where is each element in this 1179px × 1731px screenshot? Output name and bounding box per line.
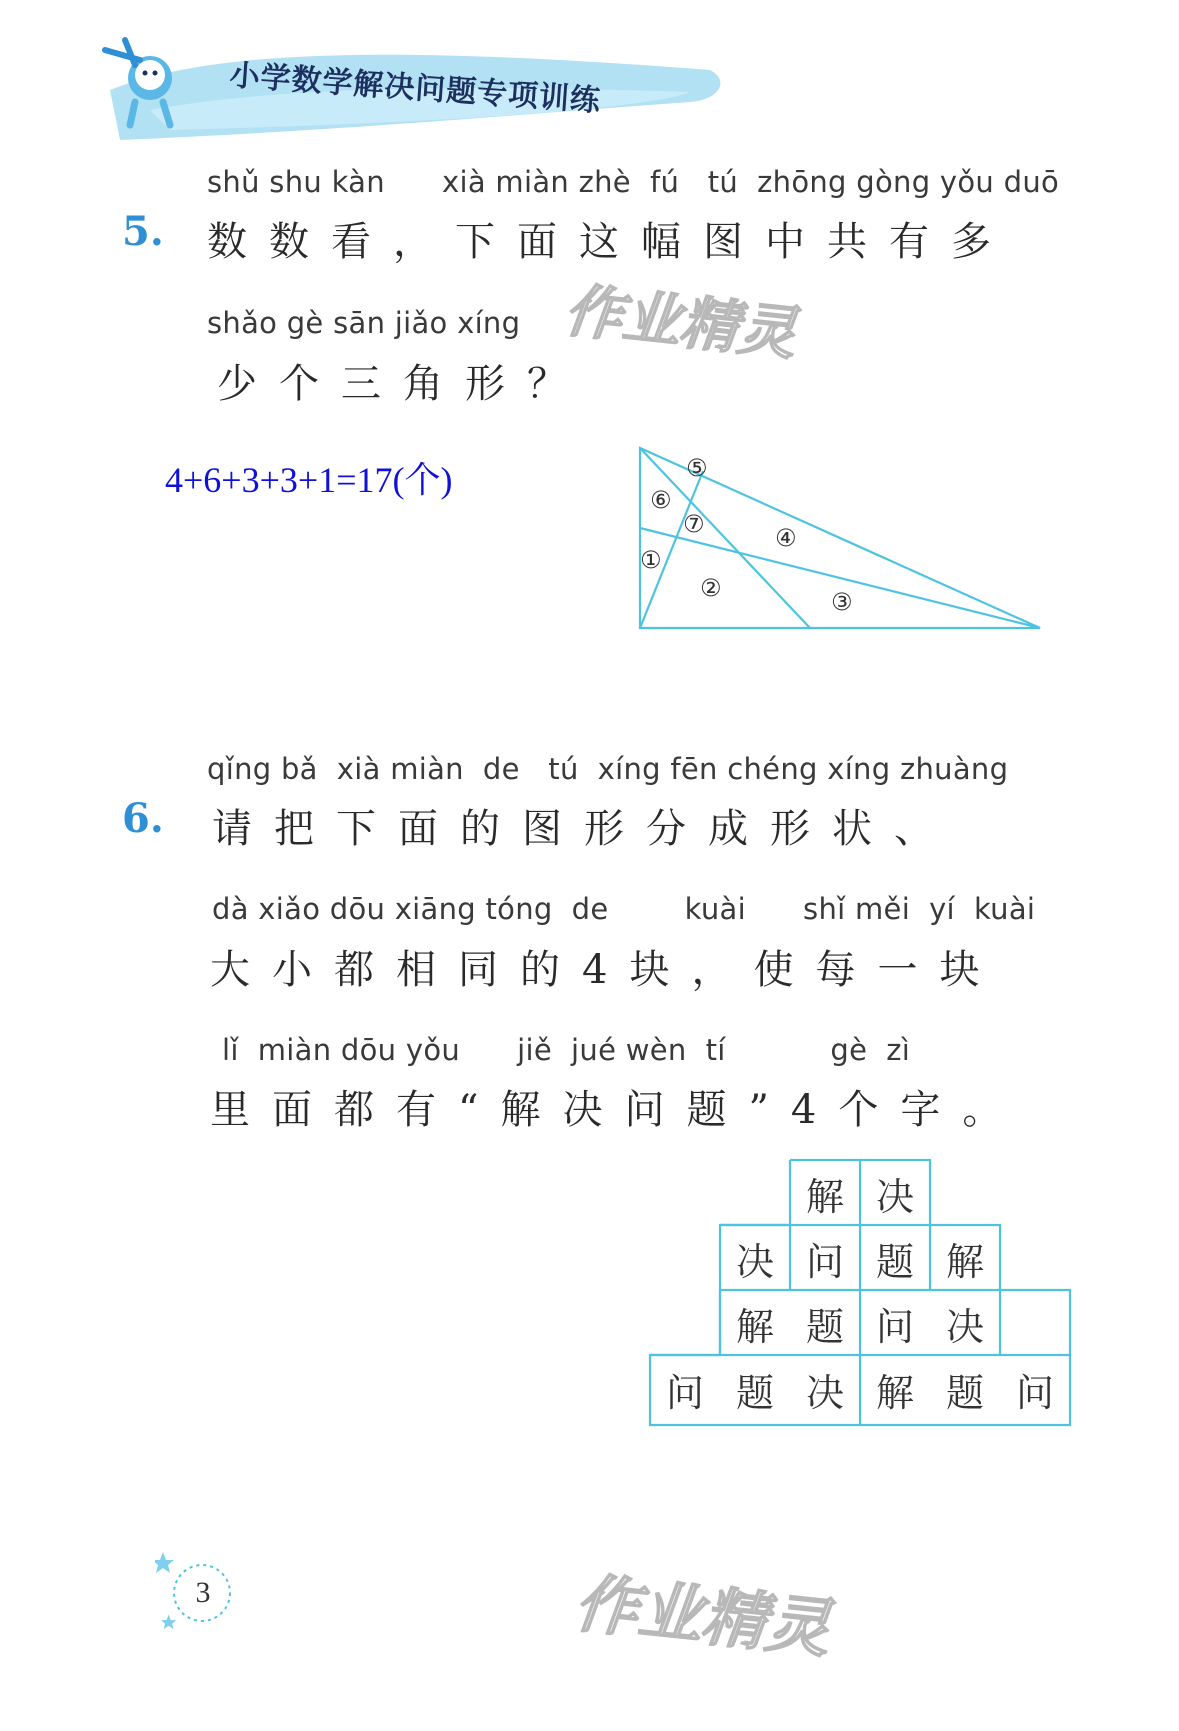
grid-cell: 题 <box>875 1239 914 1284</box>
header-title: 小学数学解决问题专项训练 <box>228 58 603 119</box>
grid-cell: 决 <box>945 1304 984 1349</box>
grid-cell: 决 <box>735 1239 774 1284</box>
grid-cell: 决 <box>875 1174 914 1219</box>
grid-cell: 题 <box>735 1370 774 1415</box>
grid-cell: 题 <box>945 1370 984 1415</box>
grid-cell: 题 <box>805 1304 844 1349</box>
figure-label-4: ④ <box>775 524 797 552</box>
figure-label-2: ② <box>700 574 722 602</box>
figure-label-5: ⑤ <box>686 454 708 482</box>
grid-cell: 解 <box>945 1239 984 1284</box>
grid-cell: 解 <box>875 1370 914 1415</box>
mascot-illustration <box>95 30 205 130</box>
question-6-text-line-1: 请把下面的图形分成形状、 <box>212 806 956 852</box>
question-5-text-line-1: 数数看，下面这幅图中共有多 <box>207 219 1013 265</box>
grid-cell: 决 <box>805 1370 844 1415</box>
grid-cell: 解 <box>735 1304 774 1349</box>
watermark-top: 作业精灵 <box>561 276 800 368</box>
grid-cell: 问 <box>875 1304 914 1349</box>
grid-cell: 解 <box>805 1174 844 1219</box>
figure-label-1: ① <box>640 546 662 574</box>
question-6-pinyin-line-2: dà xiǎo dōu xiāng tóng de kuài shǐ měi yí kuài <box>212 892 1036 926</box>
page-number: 3 <box>195 1576 211 1609</box>
page-number-badge <box>155 1545 245 1635</box>
grid-cell: 问 <box>665 1370 704 1415</box>
question-6-number: 6. <box>122 795 164 842</box>
grid-cell: 问 <box>1015 1370 1054 1415</box>
question-5-number: 5. <box>122 208 164 255</box>
question-5-pinyin-line-2: shǎo gè sān jiǎo xíng <box>207 306 521 340</box>
question-5-text-line-2: 少个三角形？ <box>217 361 589 407</box>
triangle-figure <box>595 428 1055 638</box>
question-6-text-line-2: 大小都相同的4块，使每一块 <box>210 947 1002 993</box>
grid-cell: 问 <box>805 1239 844 1284</box>
character-grid-figure <box>640 1140 1100 1440</box>
figure-label-7: ⑦ <box>683 510 705 538</box>
figure-label-3: ③ <box>831 588 853 616</box>
question-5-pinyin-line-1: shǔ shu kàn xià miàn zhè fú tú zhōng gòng yǒu duō <box>207 165 1060 199</box>
question-6-pinyin-line-1: qǐng bǎ xià miàn de tú xíng fēn chéng xíng zhuàng <box>207 752 1009 786</box>
question-5-answer: 4+6+3+3+1=17(个) <box>165 460 453 500</box>
question-6-pinyin-line-3: lǐ miàn dōu yǒu jiě jué wèn tí gè zì <box>222 1033 911 1067</box>
question-6-text-line-3: 里面都有“解决问题”4个字。 <box>210 1087 1025 1133</box>
figure-label-6: ⑥ <box>650 486 672 514</box>
watermark-bottom: 作业精灵 <box>571 1566 834 1668</box>
